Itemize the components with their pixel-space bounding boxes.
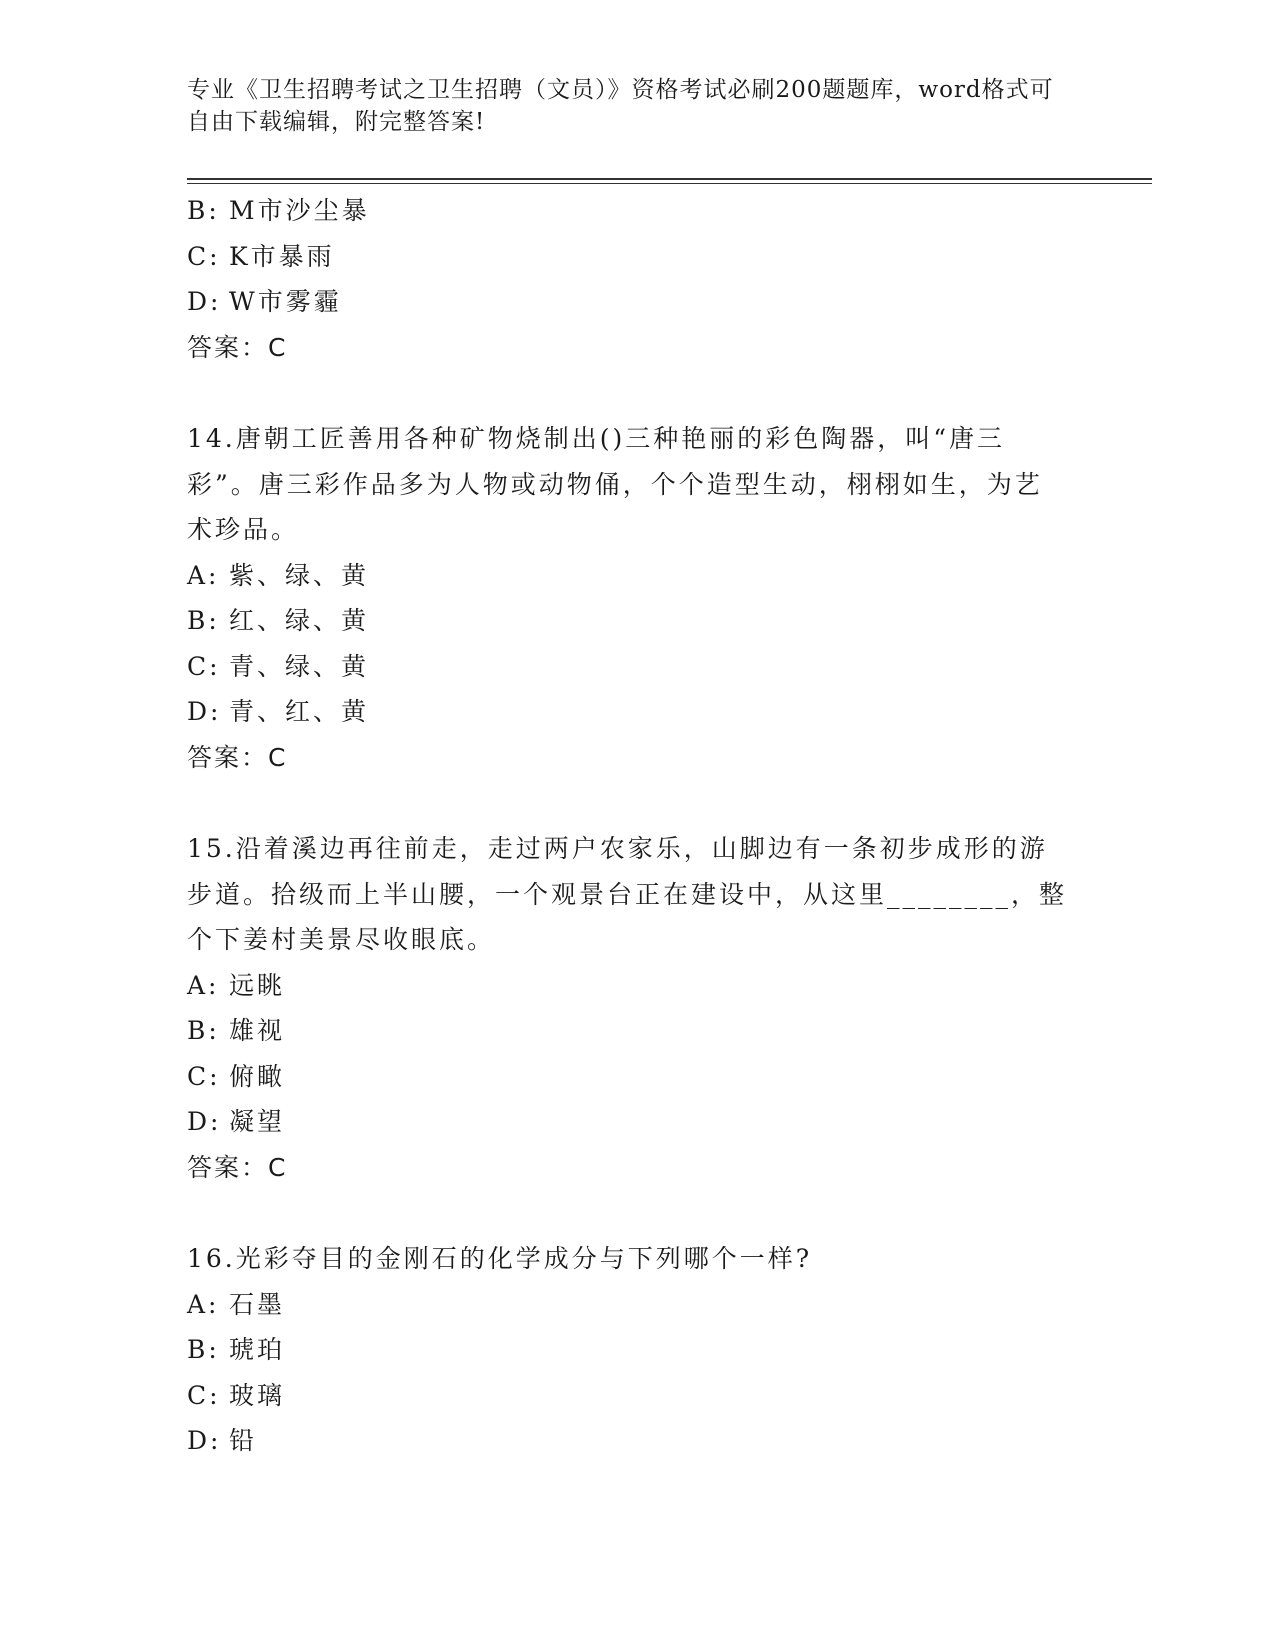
option-d [187, 1418, 1087, 1464]
option-text: 玻璃 [229, 1380, 286, 1410]
option-b [187, 1327, 1087, 1373]
answer-line: 答案：C [187, 1152, 288, 1182]
option-text: 紫、绿、黄 [229, 560, 370, 590]
question-list [187, 188, 1087, 1464]
option-key: C: [187, 1061, 221, 1091]
option-key: C: [187, 651, 221, 681]
header-divider-thin [187, 183, 1152, 184]
header-divider-thick [187, 178, 1152, 180]
option-text: W市雾霾 [229, 287, 342, 316]
option-key: C: [187, 1380, 221, 1410]
option-text: M市沙尘暴 [229, 196, 370, 225]
option-b [187, 598, 1087, 644]
option-c [187, 1373, 1087, 1419]
answer-line: 答案：C [187, 332, 288, 362]
option-d [187, 689, 1087, 735]
option-key: A: [187, 970, 220, 1000]
option-text: 琥珀 [229, 1335, 286, 1364]
option-key: D: [187, 1107, 222, 1136]
option-a [187, 553, 1087, 599]
option-text: 远眺 [229, 970, 286, 1000]
option-c [187, 1054, 1087, 1100]
option-d [187, 279, 1087, 325]
option-key: B: [187, 606, 220, 635]
option-key: D: [187, 697, 222, 726]
question-15 [187, 826, 1087, 1190]
option-text: 红、绿、黄 [229, 606, 370, 635]
question-text: 14.唐朝工匠善用各种矿物烧制出()三种艳丽的彩色陶器，叫“唐三彩”。唐三彩作品多为人物或动物俑，个个造型生动，栩栩如生，为艺术珍品。 [187, 424, 1043, 544]
option-text: 石墨 [229, 1289, 286, 1319]
option-key: B: [187, 196, 220, 225]
spacer [187, 780, 1087, 826]
option-key: D: [187, 1426, 222, 1455]
option-text: 俯瞰 [229, 1061, 286, 1091]
option-key: C: [187, 241, 221, 271]
document-header: 专业《卫生招聘考试之卫生招聘（文员）》资格考试必刷200题题库，word格式可自由下载编辑，附完整答案! [187, 77, 1054, 135]
option-b [187, 1008, 1087, 1054]
option-key: A: [187, 1289, 220, 1319]
option-text: 铅 [229, 1426, 258, 1455]
option-text: K市暴雨 [229, 241, 335, 271]
question-16 [187, 1236, 1087, 1464]
option-a [187, 1282, 1087, 1328]
spacer [187, 1190, 1087, 1236]
question-14 [187, 416, 1087, 780]
option-key: A: [187, 560, 220, 590]
question-text: 16.光彩夺目的金刚石的化学成分与下列哪个一样? [187, 1244, 813, 1273]
option-text: 雄视 [229, 1016, 286, 1045]
option-text: 青、红、黄 [229, 697, 370, 726]
question-13-fragment [187, 188, 1087, 370]
option-text: 凝望 [229, 1107, 286, 1136]
question-text: 15.沿着溪边再往前走，走过两户农家乐，山脚边有一条初步成形的游步道。拾级而上半山腰，一个观景台正在建设中，从这里________，整个下姜村美景尽收眼底。 [187, 834, 1068, 954]
option-c [187, 234, 1087, 280]
option-key: D: [187, 287, 222, 316]
option-key: B: [187, 1016, 220, 1045]
option-key: B: [187, 1335, 220, 1364]
option-d [187, 1099, 1087, 1145]
option-text: 青、绿、黄 [229, 651, 370, 681]
option-a [187, 963, 1087, 1009]
option-b [187, 188, 1087, 234]
answer-line: 答案：C [187, 742, 288, 772]
option-c [187, 644, 1087, 690]
spacer [187, 370, 1087, 416]
